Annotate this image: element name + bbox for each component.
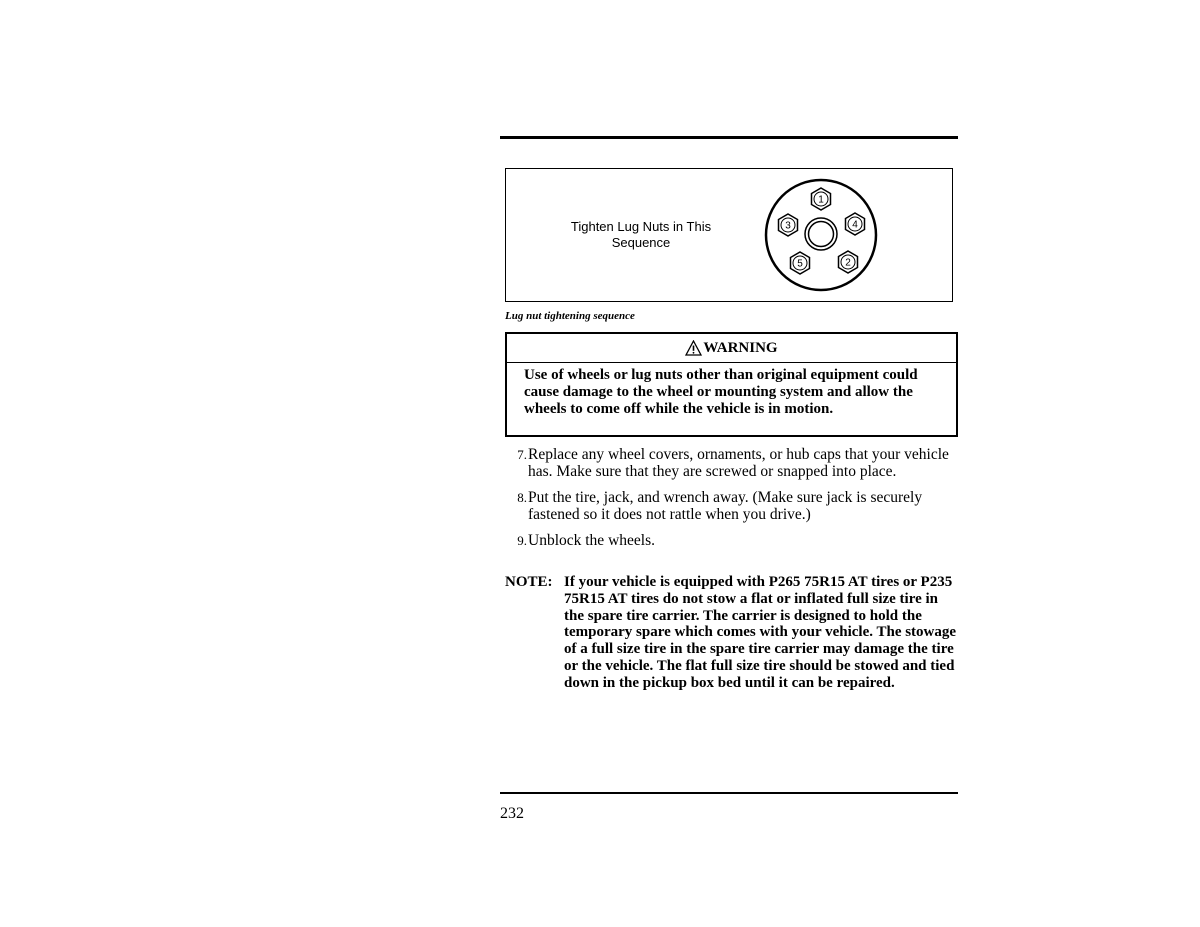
step-number: 7. xyxy=(517,447,527,462)
note-block xyxy=(505,574,960,692)
wheel-hub-inner xyxy=(809,222,834,247)
lug-number-5: 5 xyxy=(797,258,803,270)
warning-header xyxy=(507,334,956,363)
top-rule xyxy=(500,136,958,139)
step-number: 9. xyxy=(517,533,527,548)
steps-list xyxy=(505,446,960,558)
step-number: 8. xyxy=(517,490,527,505)
lug-number-3: 3 xyxy=(785,220,791,232)
step-text: Unblock the wheels. xyxy=(528,532,655,549)
step-text: Put the tire, jack, and wrench away. (Make sure jack is securely fastened so it does not rattle when you drive.) xyxy=(528,489,923,523)
lug-nut-3 xyxy=(779,214,798,236)
figure-caption: Lug nut tightening sequence xyxy=(505,310,635,322)
lug-number-2: 2 xyxy=(845,257,851,269)
lug-nut-2 xyxy=(839,251,858,273)
list-item xyxy=(505,489,960,523)
lug-nut-4 xyxy=(846,213,865,235)
lug-number-1: 1 xyxy=(818,194,824,206)
lug-nut-1 xyxy=(812,188,831,210)
warning-title: WARNING xyxy=(703,339,778,356)
note-text: If your vehicle is equipped with P265 75R15 AT tires or P235 75R15 AT tires do not stow a flat or inflated full size tire in the spare tire carrier. The carrier is designed to hold the temporary spare which comes with your vehicle. The stowage of a full size tire in the spare tire carrier may damage the tire or the vehicle. The flat full size tire should be stowed and tied down in the pickup box bed until it can be repaired. xyxy=(564,574,957,691)
lug-number-4: 4 xyxy=(852,219,858,231)
bottom-rule xyxy=(500,792,958,794)
warning-box xyxy=(505,332,958,437)
wheel-hub-diagram xyxy=(763,177,879,293)
page-number: 232 xyxy=(500,805,524,822)
step-text: Replace any wheel covers, ornaments, or hub caps that your vehicle has. Make sure that they are screwed or snapped into place. xyxy=(528,446,949,480)
figure-label: Tighten Lug Nuts in This Sequence xyxy=(570,219,712,250)
note-label: NOTE: xyxy=(505,574,553,590)
lug-nut-5 xyxy=(791,252,810,274)
warning-text: Use of wheels or lug nuts other than original equipment could cause damage to the wheel or mounting system and allow the wheels to come off while the vehicle is in motion. xyxy=(524,367,918,417)
list-item xyxy=(505,532,960,549)
list-item xyxy=(505,446,960,480)
warning-triangle-icon xyxy=(685,340,702,356)
